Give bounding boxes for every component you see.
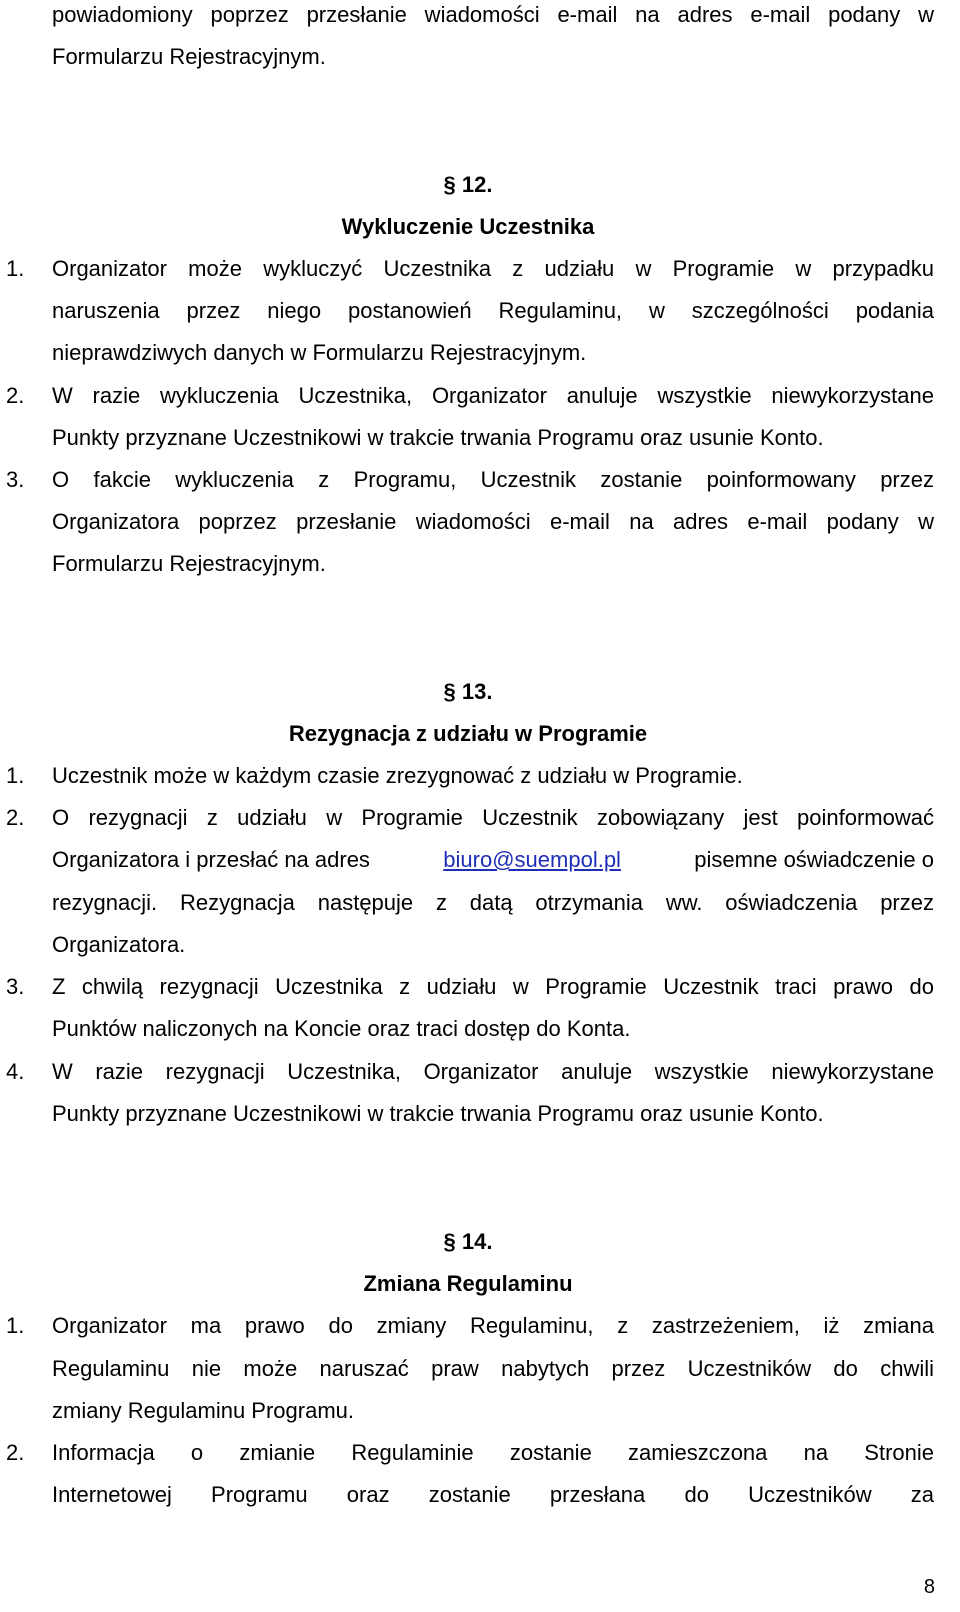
- section-14-item-1-line-1: Organizator ma prawo do zmiany Regulaminu, z zastrzeżeniem, iż zmiana: [52, 1313, 934, 1338]
- section-13-item-2-line-2-before: Organizatora i przesłać na adres: [52, 847, 377, 872]
- page-number: 8: [923, 1576, 935, 1598]
- section-14-number: § 14.: [443, 1229, 493, 1254]
- section-13-item-4-line-2: Punkty przyznane Uczestnikowi w trakcie trwania Programu oraz usunie Konto.: [52, 1101, 824, 1126]
- section-13-item-3-number: 3.: [6, 974, 25, 999]
- section-12-number: § 12.: [443, 172, 493, 197]
- section-12-item-2-line-2: Punkty przyznane Uczestnikowi w trakcie trwania Programu oraz usunie Konto.: [52, 425, 824, 450]
- section-13-item-2-line-1: O rezygnacji z udziału w Programie Uczestnik zobowiązany jest poinformować: [52, 805, 934, 830]
- email-link[interactable]: biuro@suempol.pl: [443, 847, 621, 872]
- section-14-item-2-number: 2.: [6, 1440, 25, 1465]
- section-12-item-1-number: 1.: [6, 256, 25, 281]
- section-14-item-2-line-1: Informacja o zmianie Regulaminie zostanie zamieszczona na Stronie: [52, 1440, 934, 1465]
- section-12-item-2-number: 2.: [6, 383, 25, 408]
- section-14-item-1-line-2: Regulaminu nie może naruszać praw nabytych przez Uczestników do chwili: [52, 1356, 934, 1381]
- section-13-item-2-line-2-after: pisemne oświadczenie o: [688, 847, 934, 872]
- section-12-item-3-line-3: Formularzu Rejestracyjnym.: [52, 551, 326, 576]
- section-13-number: § 13.: [443, 679, 493, 704]
- section-13-item-1-line-1: Uczestnik może w każdym czasie zrezygnować z udziału w Programie.: [52, 763, 743, 788]
- section-13-item-2-line-4: Organizatora.: [52, 932, 186, 957]
- section-14-item-2-line-2: Internetowej Programu oraz zostanie przesłana do Uczestników za: [52, 1482, 934, 1507]
- section-14-title: Zmiana Regulaminu: [363, 1271, 573, 1296]
- section-13-item-4-number: 4.: [6, 1059, 25, 1084]
- section-12-item-3-line-1: O fakcie wykluczenia z Programu, Uczestnik zostanie poinformowany przez: [52, 467, 934, 492]
- section-12-item-1-line-1: Organizator może wykluczyć Uczestnika z udziału w Programie w przypadku: [52, 256, 934, 281]
- section-12-title: Wykluczenie Uczestnika: [341, 214, 595, 239]
- section-13-item-3-line-1: Z chwilą rezygnacji Uczestnika z udziału w Programie Uczestnik traci prawo do: [52, 974, 934, 999]
- section-13-item-2-line-3: rezygnacji. Rezygnacja następuje z datą otrzymania ww. oświadczenia przez: [52, 890, 934, 915]
- section-13-item-3-line-2: Punktów naliczonych na Koncie oraz traci dostęp do Konta.: [52, 1016, 631, 1041]
- section-12-item-1-line-3: nieprawdziwych danych w Formularzu Rejestracyjnym.: [52, 340, 587, 365]
- intro-line-2: Formularzu Rejestracyjnym.: [52, 44, 326, 69]
- section-13-item-2-line-2: [52, 845, 934, 875]
- section-13-item-1-number: 1.: [6, 763, 25, 788]
- section-12-item-3-number: 3.: [6, 467, 25, 492]
- section-14-item-1-line-3: zmiany Regulaminu Programu.: [52, 1398, 355, 1423]
- section-13-item-4-line-1: W razie rezygnacji Uczestnika, Organizator anuluje wszystkie niewykorzystane: [52, 1059, 934, 1084]
- intro-line-1: powiadomiony poprzez przesłanie wiadomości e-mail na adres e-mail podany w: [52, 2, 934, 27]
- section-13-item-2-number: 2.: [6, 805, 25, 830]
- section-12-item-3-line-2: Organizatora poprzez przesłanie wiadomości e-mail na adres e-mail podany w: [52, 509, 934, 534]
- section-12-item-1-line-2: naruszenia przez niego postanowień Regulaminu, w szczególności podania: [52, 298, 934, 323]
- section-14-item-1-number: 1.: [6, 1313, 25, 1338]
- section-12-item-2-line-1: W razie wykluczenia Uczestnika, Organizator anuluje wszystkie niewykorzystane: [52, 383, 934, 408]
- section-13-title: Rezygnacja z udziału w Programie: [288, 721, 648, 746]
